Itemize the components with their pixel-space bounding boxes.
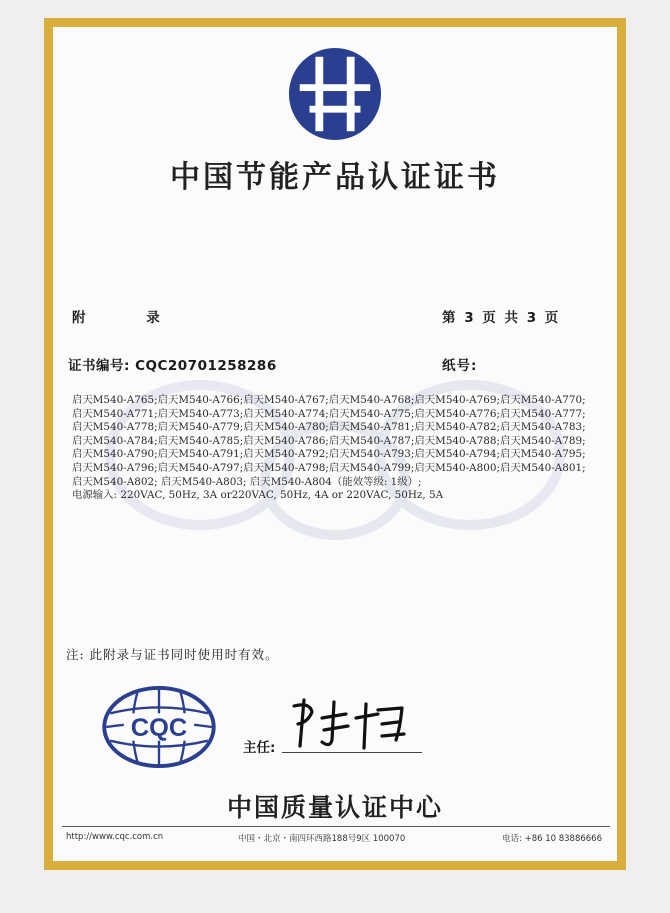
model-line: 启天M540-A771;启天M540-A773;启天M540-A774;启天M540-A775;启天M540-A776;启天M540-A777; [72,407,586,420]
svg-text:CQC: CQC [130,713,188,742]
paper-number: 纸号: [442,358,478,374]
validity-note: 注: 此附录与证书同时使用时有效。 [66,647,279,662]
director-signature-icon [282,688,422,758]
director-label: 主任: [243,740,276,756]
certificate-number: 证书编号: CQC20701258286 [68,358,277,374]
signature-line [282,752,422,753]
issuer-name: 中国质量认证中心 [226,793,443,822]
certification-emblem-icon [286,45,384,143]
model-list [72,394,612,503]
model-line: 启天M540-A778;启天M540-A779;启天M540-A780;启天M540-A781;启天M540-A782;启天M540-A783; [72,421,586,434]
page-indicator: 第 3 页 共 3 页 [442,310,561,326]
model-line: 启天M540-A784;启天M540-A785;启天M540-A786;启天M540-A787;启天M540-A788;启天M540-A789; [72,434,586,447]
power-input-line: 电源输入: 220VAC, 50Hz, 3A or220VAC, 50Hz, 4A or 220VAC, 50Hz, 5A [72,489,444,502]
cqc-logo [100,684,218,770]
model-line: 启天M540-A765;启天M540-A766;启天M540-A767;启天M540-A768;启天M540-A769;启天M540-A770; [72,394,586,406]
certificate-title: 中国节能产品认证证书 [170,160,500,195]
footer-phone: 电话: +86 10 83886666 [502,834,602,844]
model-line: 启天M540-A796;启天M540-A797;启天M540-A798;启天M540-A799;启天M540-A800;启天M540-A801; [72,461,586,474]
footer-url: http://www.cqc.com.cn [66,832,164,842]
appendix-label: 附 录 [72,310,188,326]
footer-address: 中国・北京・南四环西路188号9区 100070 [238,834,406,844]
footer-divider [62,826,610,827]
model-line: 启天M540-A790;启天M540-A791;启天M540-A792;启天M540-A793;启天M540-A794;启天M540-A795; [72,448,586,461]
model-line: 启天M540-A802; 启天M540-A803; 启天M540-A804（能效等级: 1级）; [72,475,422,488]
